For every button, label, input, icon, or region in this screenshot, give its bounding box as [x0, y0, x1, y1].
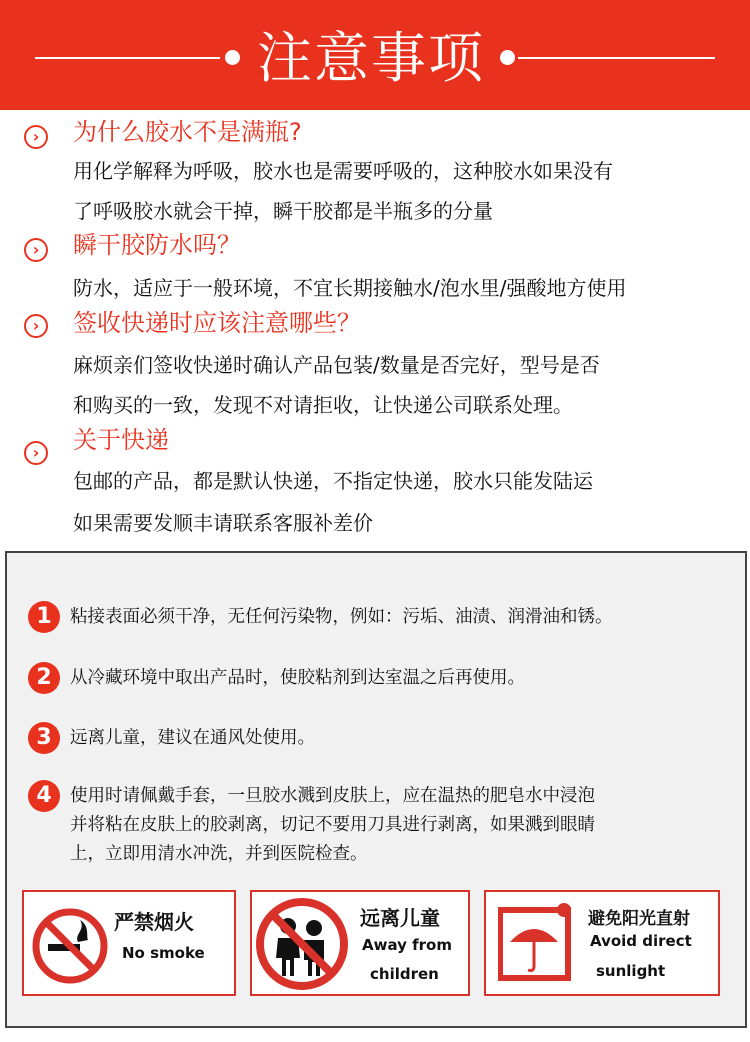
sign-sunlight-en-line-1: Avoid direct — [590, 932, 692, 950]
sign-no-smoke — [22, 890, 236, 996]
sign-no-smoke-en: No smoke — [122, 944, 205, 962]
faq-question-4: 关于快递 — [73, 426, 169, 454]
keep-away-children-icon — [254, 896, 350, 992]
note-4-line-1: 使用时请佩戴手套，一旦胶水溅到皮肤上，应在温热的肥皂水中浸泡 — [70, 786, 595, 806]
divider-right — [518, 57, 715, 59]
chevron-right-icon: › — [24, 238, 48, 262]
page-title: 注意事项 — [256, 26, 485, 90]
chevron-right-icon: › — [24, 314, 48, 338]
faq-answer-4-line-2: 如果需要发顺丰请联系客服补差价 — [73, 511, 373, 535]
header-banner — [0, 0, 750, 110]
no-smoking-icon — [30, 906, 110, 986]
number-badge-4: 4 — [28, 780, 60, 812]
chevron-right-icon: › — [24, 125, 48, 149]
sign-children-en-line-1: Away from — [362, 936, 452, 954]
sign-sunlight-cn: 避免阳光直射 — [588, 909, 690, 929]
faq-answer-4-line-1: 包邮的产品，都是默认快递，不指定快递，胶水只能发陆运 — [73, 469, 593, 493]
number-badge-1: 1 — [28, 601, 60, 633]
note-1-line-1: 粘接表面必须干净，无任何污染物，例如：污垢、油渍、润滑油和锈。 — [70, 607, 613, 627]
note-3-line-1: 远离儿童，建议在通风处使用。 — [70, 728, 315, 748]
note-2-line-1: 从冷藏环境中取出产品时，使胶粘剂到达室温之后再使用。 — [70, 668, 525, 688]
faq-answer-2-line-1: 防水，适应于一般环境，不宜长期接触水/泡水里/强酸地方使用 — [73, 276, 627, 300]
chevron-right-icon: › — [24, 441, 48, 465]
faq-question-1: 为什么胶水不是满瓶? — [73, 118, 302, 146]
dot-left — [225, 50, 240, 65]
faq-answer-1-line-2: 了呼吸胶水就会干掉，瞬干胶都是半瓶多的分量 — [73, 199, 493, 223]
sign-no-smoke-cn: 严禁烟火 — [114, 910, 194, 934]
faq-question-3: 签收快递时应该注意哪些？ — [73, 309, 361, 337]
sign-children-en-line-2: children — [370, 965, 439, 983]
sign-children-cn: 远离儿童 — [360, 906, 440, 930]
number-badge-3: 3 — [28, 722, 60, 754]
sign-sunlight-en-line-2: sunlight — [596, 962, 666, 980]
note-4-line-2: 并将粘在皮肤上的胶剥离，切记不要用刀具进行剥离，如果溅到眼睛 — [70, 815, 595, 835]
faq-answer-1-line-1: 用化学解释为呼吸，胶水也是需要呼吸的，这种胶水如果没有 — [73, 159, 613, 183]
dot-right — [500, 50, 515, 65]
note-4-line-3: 上，立即用清水冲洗，并到医院检查。 — [70, 844, 368, 864]
faq-answer-3-line-1: 麻烦亲们签收快递时确认产品包装/数量是否完好，型号是否 — [73, 353, 600, 377]
sign-avoid-sunlight — [484, 890, 720, 996]
sign-away-from-children — [250, 890, 470, 996]
umbrella-sun-icon — [498, 902, 576, 984]
faq-question-2: 瞬干胶防水吗？ — [73, 231, 241, 259]
divider-left — [35, 57, 220, 59]
faq-answer-3-line-2: 和购买的一致，发现不对请拒收，让快递公司联系处理。 — [73, 393, 573, 417]
number-badge-2: 2 — [28, 662, 60, 694]
